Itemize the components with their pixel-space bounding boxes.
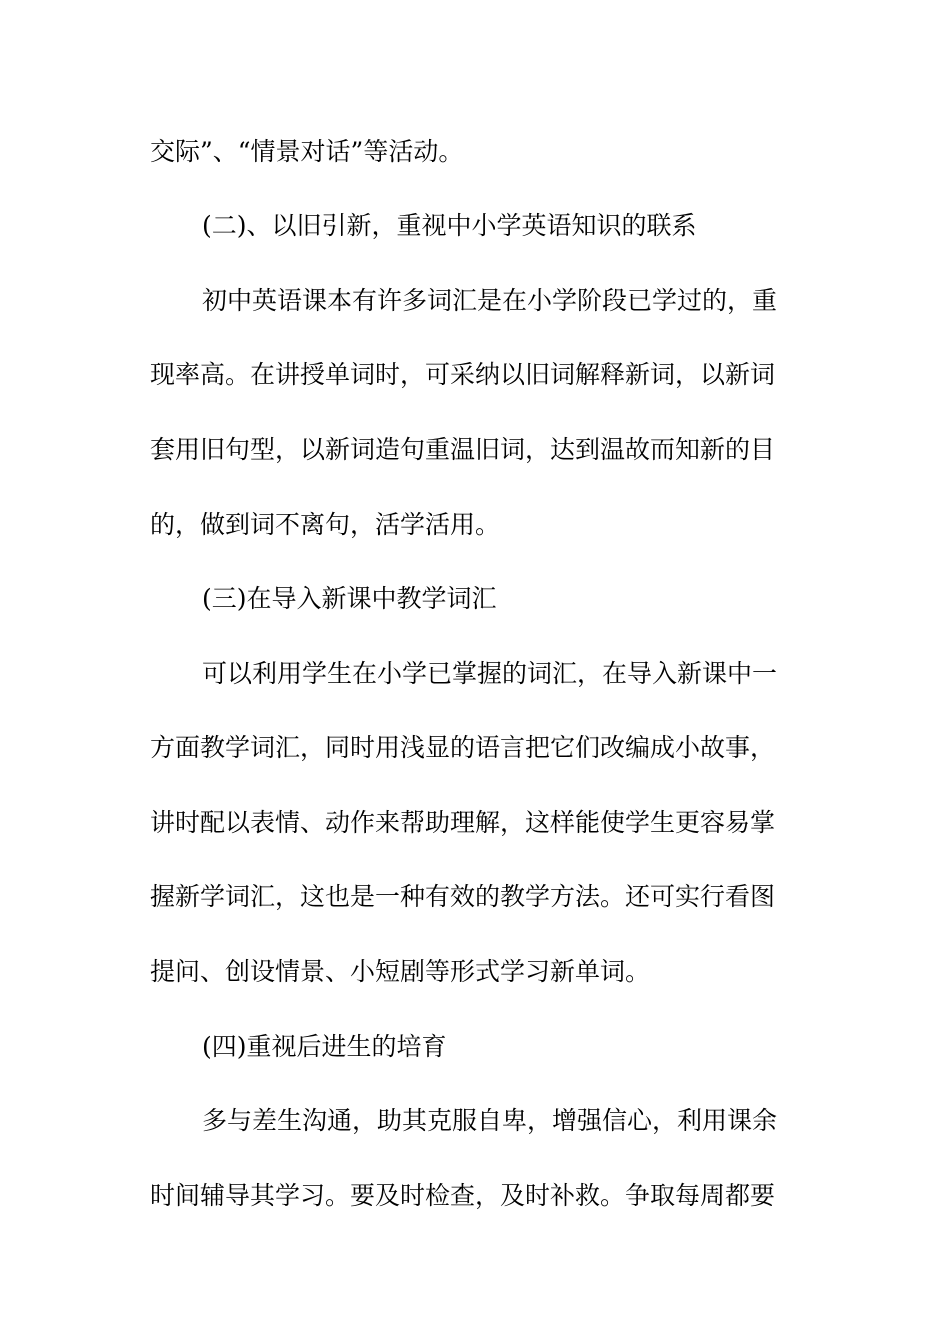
text-line: 方面教学词汇，同时用浅显的语言把它们改编成小故事， xyxy=(150,733,776,762)
text-line: 时间辅导其学习。要及时检查，及时补救。争取每周都要 xyxy=(150,1181,776,1210)
text-line: 的，做到词不离句，活学活用。 xyxy=(150,510,501,539)
text-line: 现率高。在讲授单词时，可采纳以旧词解释新词，以新词 xyxy=(150,360,776,389)
text-line: 讲时配以表情、动作来帮助理解，这样能使学生更容易掌 xyxy=(150,808,776,837)
text-line: 交际”、“情景对话”等活动。 xyxy=(150,137,464,166)
section-heading: (二)、以旧引新，重视中小学英语知识的联系 xyxy=(202,211,697,240)
section-heading: (四)重视后进生的培育 xyxy=(202,1032,447,1061)
text-line: 初中英语课本有许多词汇是在小学阶段已学过的，重 xyxy=(202,286,778,315)
text-line: 套用旧句型，以新词造句重温旧词，达到温故而知新的目 xyxy=(150,435,776,464)
text-line: 可以利用学生在小学已掌握的词汇，在导入新课中一 xyxy=(202,659,778,688)
text-line: 多与差生沟通，助其克服自卑，增强信心，利用课余 xyxy=(202,1106,778,1135)
text-line: 握新学词汇，这也是一种有效的教学方法。还可实行看图 xyxy=(150,882,776,911)
text-line: 提问、创设情景、小短剧等形式学习新单词。 xyxy=(150,957,651,986)
section-heading: (三)在导入新课中教学词汇 xyxy=(202,584,497,613)
